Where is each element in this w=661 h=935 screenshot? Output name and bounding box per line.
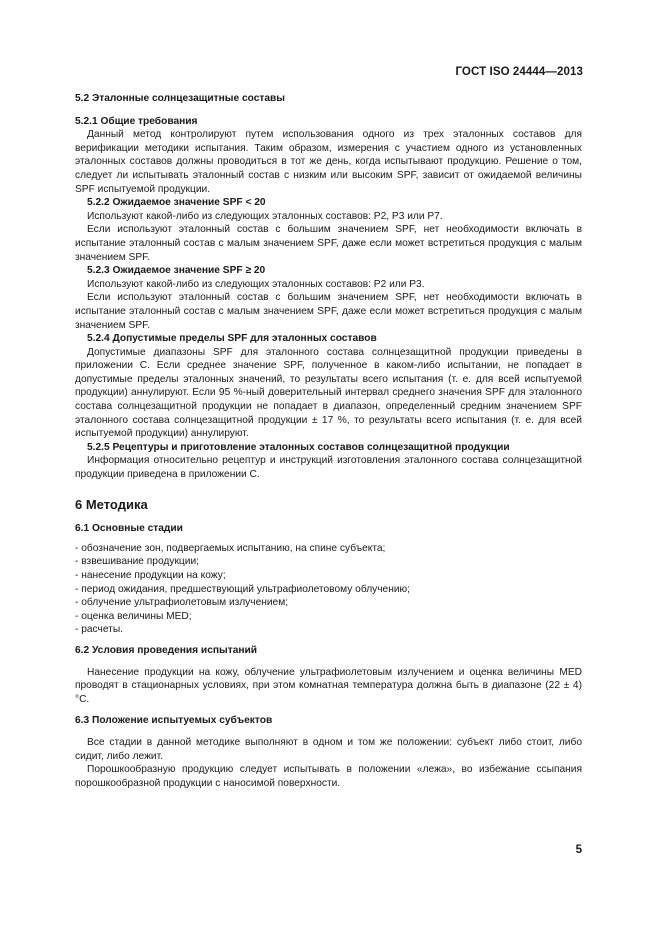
section-5-2-2-paragraph-1: Используют какой-либо из следующих эталонных составов: P2, P3 или P7. <box>87 210 443 222</box>
section-6-1-title: 6.1 Основные стадии <box>75 523 183 535</box>
section-5-2-4-title: 5.2.4 Допустимые пределы SPF для эталонных составов <box>87 333 377 345</box>
section-5-2-title: 5.2 Эталонные солнцезащитные составы <box>75 93 285 104</box>
section-5-2-2-paragraph-2: Если используют эталонный состав с большим значением SPF, нет необходимости включать в испытание эталонный состав с малым значением SPF, даже если может встретиться продукция с малым значением SPF. <box>75 224 582 263</box>
section-6-3-paragraph-1: Все стадии в данной методике выполняют в одном и том же положении: субъект либо стоит, либо сидит, либо лежит. <box>75 736 582 762</box>
section-6-title: 6 Методика <box>75 496 148 512</box>
list-item: - облучение ультрафиолетовым излучением; <box>75 597 289 609</box>
standard-header: ГОСТ ISO 24444—2013 <box>455 66 583 78</box>
page-content <box>75 92 582 790</box>
list-item: - расчеты. <box>75 624 123 636</box>
section-6-1-list <box>75 542 582 637</box>
page-number: 5 <box>575 844 582 856</box>
list-item: - взвешивание продукции; <box>75 556 199 568</box>
list-item: - обозначение зон, подвергаемых испытанию, на спине субъекта; <box>75 542 386 554</box>
section-6-2-paragraph: Нанесение продукции на кожу, облучение ультрафиолетовым излучением и оценка величины MED проводят в стационарных условиях, при этом комнатная температура должна быть в диапазоне (22 ± 4) °C. <box>75 666 582 705</box>
section-6-3-title: 6.3 Положение испытуемых субъектов <box>75 715 273 727</box>
section-5-2-5-title: 5.2.5 Рецептуры и приготовление эталонных составов солнцезащитной продукции <box>87 441 510 453</box>
section-5-2-2-title: 5.2.2 Ожидаемое значение SPF < 20 <box>87 197 266 209</box>
section-6-2-title: 6.2 Условия проведения испытаний <box>75 644 258 656</box>
section-5-2-3-paragraph-2: Если используют эталонный состав с большим значением SPF, нет необходимости включать в испытание эталонный состав с малым значением SPF, даже если может встретиться продукция с малым значением SPF. <box>75 292 582 331</box>
list-item: - оценка величины MED; <box>75 610 192 622</box>
list-item: - период ожидания, предшествующий ультрафиолетовому облучению; <box>75 583 410 595</box>
section-5-2-3-paragraph-1: Используют какой-либо из следующих эталонных составов: P2 или P3. <box>87 278 425 290</box>
list-item: - нанесение продукции на кожу; <box>75 570 226 581</box>
section-5-2-1-title: 5.2.1 Общие требования <box>75 115 198 127</box>
section-5-2-3-title: 5.2.3 Ожидаемое значение SPF ≥ 20 <box>87 265 266 277</box>
section-5-2-4-paragraph: Допустимые диапазоны SPF для эталонного состава солнцезащитной продукции приведены в приложении С. Если среднее значение SPF, полученное в каком-либо испытании, не попадает в допустимые пределы эталонных значений, то результаты всего испытания (т. е. для всей испытуемой продукции) аннулируют. Если 95 %-ный доверительный интервал среднего значения SPF для эталонного состава солнцезащитной продукции не попадает в диапазон, определенный средним значением SPF эталонного состава солнцезащитной продукции ± 17 %, то результаты всего испытания (т. е. для всей испытуемой продукции) аннулируют. <box>75 346 582 440</box>
section-5-2-5-paragraph: Информация относительно рецептур и инструкций изготовления эталонного состава солнцезащитной продукции приведена в приложении С. <box>75 455 582 481</box>
section-5-2-1-paragraph: Данный метод контролируют путем использования одного из трех эталонных составов для верификации методики испытания. Таким образом, измерения с участием одного из установленных эталонных составов должны проводиться в тот же день, когда испытывают продукцию. Решение о том, следует ли испытывать эталонный состав с низким или высоким SPF, зависит от ожидаемой величины SPF испытуемой продукции. <box>75 129 582 195</box>
section-6-3-paragraph-2: Порошкообразную продукцию следует испытывать в положении «лежа», во избежание ссыпания порошкообразной продукции с наносимой поверхности. <box>75 764 582 789</box>
